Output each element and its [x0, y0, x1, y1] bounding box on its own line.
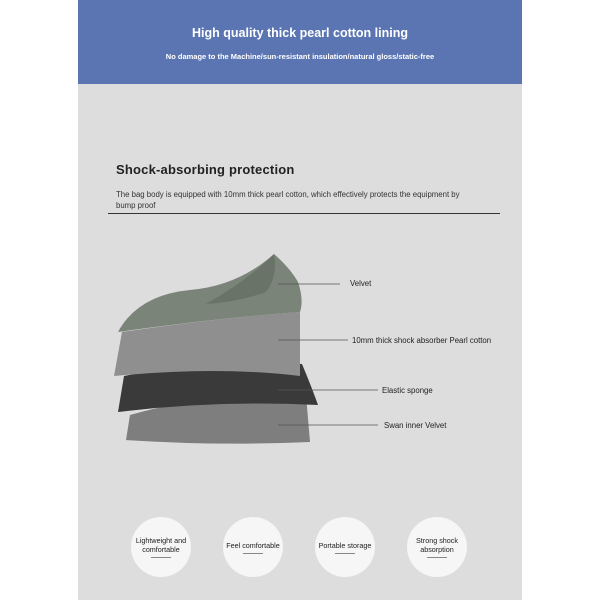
- label-swan-inner-velvet: Swan inner Velvet: [384, 421, 447, 430]
- layer-diagram: [78, 240, 522, 460]
- feature-dash: [151, 557, 171, 558]
- feature-feel-comfortable: [223, 517, 283, 577]
- label-pearl-cotton: 10mm thick shock absorber Pearl cotton: [352, 336, 492, 345]
- header-banner: [78, 0, 522, 84]
- label-elastic-sponge: Elastic sponge: [382, 386, 433, 395]
- banner-title: High quality thick pearl cotton lining: [192, 26, 408, 40]
- feature-label: Strong shock absorption: [416, 536, 458, 554]
- product-panel: [78, 0, 522, 600]
- feature-label: Lightweight and comfortable: [135, 536, 187, 554]
- section-description: The bag body is equipped with 10mm thick pearl cotton, which effectively protects the equipment by bump proof: [116, 190, 460, 210]
- feature-lightweight: [131, 517, 191, 577]
- feature-portable-storage: [315, 517, 375, 577]
- feature-row: [78, 517, 522, 577]
- section-title: Shock-absorbing protection: [116, 162, 295, 177]
- feature-dash: [335, 553, 355, 554]
- feature-label: Portable storage: [318, 540, 372, 550]
- label-velvet: Velvet: [350, 279, 372, 288]
- feature-label: Feel comfortable: [226, 540, 280, 550]
- feature-dash: [427, 557, 447, 558]
- feature-shock-absorption: [407, 517, 467, 577]
- feature-dash: [243, 553, 263, 554]
- banner-subtitle: No damage to the Machine/sun-resistant insulation/natural gloss/static-free: [165, 52, 435, 61]
- divider: [108, 213, 500, 214]
